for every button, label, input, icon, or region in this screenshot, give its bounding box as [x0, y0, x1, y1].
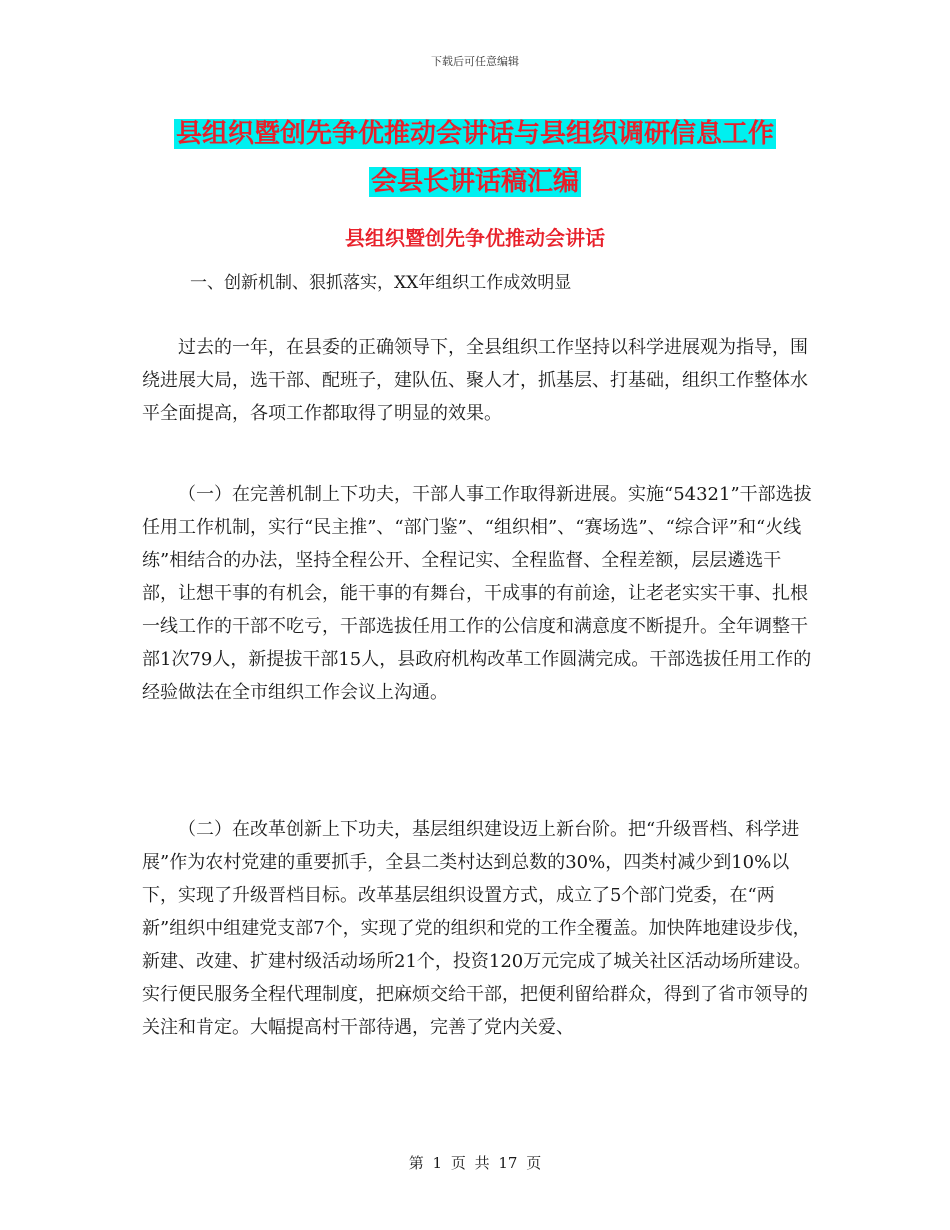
paragraph: （二）在改革创新上下功夫，基层组织建设迈上新台阶。把“升级晋档、科学进展”作为农村党建的重要抓手，全县二类村达到总数的30%，四类村减少到10%以下，实现了升级晋档目标。改革基层组织设置方式，成立了5个部门党委，在“两新”组织中组建党支部7个，实现了党的组织和党的工作全覆盖。加快阵地建设步伐，新建、改建、扩建村级活动场所21个，投资120万元完成了城关社区活动场所建设。实行便民服务全程代理制度，把麻烦交给干部，把便利留给群众，得到了省市领导的关注和肯定。大幅提高村干部待遇，完善了党内关爱、 [142, 819, 812, 1038]
document-title-line-1: 县组织暨创先争优推动会讲话与县组织调研信息工作 [175, 119, 774, 149]
document-title-line-2: 会县长讲话稿汇编 [370, 167, 579, 197]
paragraph-1-block [142, 331, 812, 430]
header-note: 下载后可任意编辑 [431, 55, 519, 68]
page-number: 第 1 页 共 17 页 [408, 1154, 542, 1172]
section-title: 县组织暨创先争优推动会讲话 [345, 226, 605, 250]
section-heading: 一、创新机制、狠抓落实，XX年组织工作成效明显 [190, 273, 572, 293]
paragraph: 过去的一年，在县委的正确领导下，全县组织工作坚持以科学进展观为指导，围绕进展大局，选干部、配班子，建队伍、聚人才，抓基层、打基础，组织工作整体水平全面提高，各项工作都取得了明显的效果。 [142, 337, 808, 424]
document-title [0, 110, 950, 206]
paragraph-3-block [142, 813, 812, 1044]
paragraph-2-block [142, 478, 812, 709]
paragraph: （一）在完善机制上下功夫，干部人事工作取得新进展。实施“54321”干部选拔任用工作机制，实行“民主推”、“部门鉴”、“组织相”、“赛场选”、“综合评”和“火线练”相结合的办法，坚持全程公开、全程记实、全程监督、全程差额，层层遴选干部，让想干事的有机会，能干事的有舞台，干成事的有前途，让老老实实干事、扎根一线工作的干部不吃亏，干部选拔任用工作的公信度和满意度不断提升。全年调整干部1次79人，新提拔干部15人，县政府机构改革工作圆满完成。干部选拔任用工作的经验做法在全市组织工作会议上沟通。 [142, 484, 812, 703]
